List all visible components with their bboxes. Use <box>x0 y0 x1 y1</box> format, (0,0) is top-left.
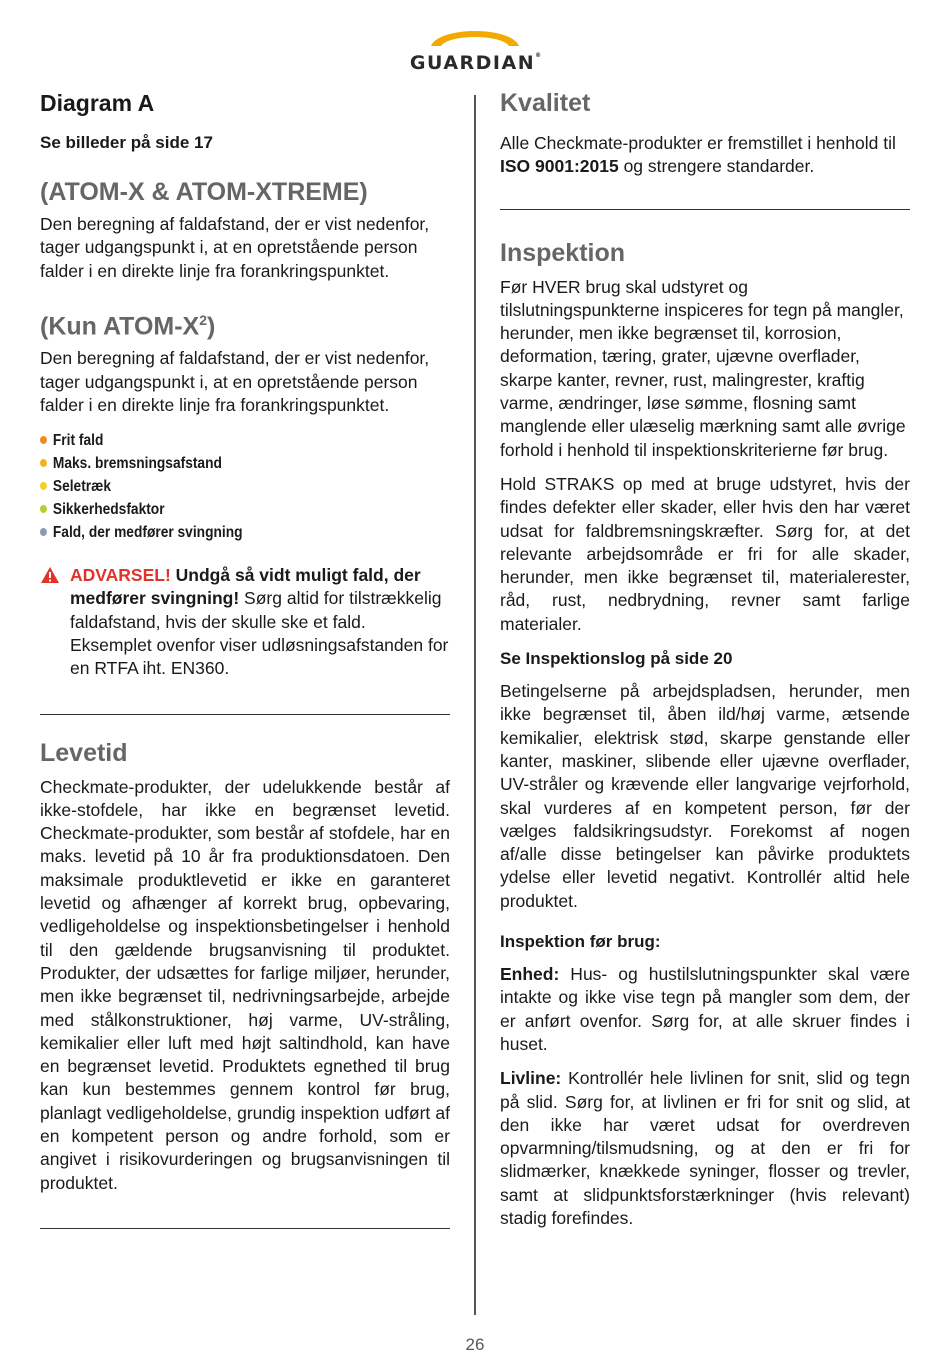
legend-dot-icon <box>40 528 47 536</box>
legend-item: Seletræk <box>40 475 393 498</box>
inspektion-text-3: Betingelserne på arbejdspladsen, herunder, men ikke begrænset til, åben ild/høj varme, ætsende kemikalier, elektrisk stød, skarpe genstande eller kanter, maskiner, slibende eller ujævne overflader, UV-stråler og krævende eller langvarige vejrforhold, skal vurderes af en kompetent person, før der vælges faldsikringsudstyr. Forekomst af nogen af/alle disse betingelser kan påvirke produktets ydelse eller levetid negativt. Kontrollér altid hele produktet. <box>500 681 910 911</box>
enhed-text: Enhed: Hus- og hustilslutningspunkter skal være intakte og ikke vise tegn på mangler som dem, der er anført ovenfor. Sørg for, at alle skruer findes i huset. <box>500 964 910 1054</box>
legend-dot-icon <box>40 505 47 513</box>
column-divider <box>474 95 476 1315</box>
legend-item: Maks. bremsningsafstand <box>40 452 393 475</box>
left-column <box>40 86 450 1229</box>
levetid-heading: Levetid <box>40 738 128 767</box>
before-use-heading: Inspektion før brug: <box>500 932 661 952</box>
warning-text: ADVARSEL! Undgå så vidt muligt fald, der medfører svingning! Sørg altid for tilstrækkelig faldafstand, hvis der skulle ske et fald. Eksemplet ovenfor viser udløsningsafstanden for en RTFA iht. EN360. <box>70 565 449 679</box>
inspektion-heading: Inspektion <box>500 238 626 267</box>
section-divider <box>500 209 910 210</box>
brand-name: GUARDIAN® <box>409 52 542 74</box>
page-number: 26 <box>465 1335 485 1354</box>
section-heading-atom-x2: (Kun ATOM-$X^2$) <box>40 311 216 341</box>
legend-item: Fald, der medfører svingning <box>40 521 393 544</box>
warning-label: ADVARSEL! <box>70 565 171 586</box>
section-text-atom-x-xtreme: Den beregning af faldafstand, der er vist nedenfor, tager udgangspunkt i, at en opretstående person falder i en direkte linje fra forankringspunktet. <box>40 214 430 281</box>
see-images-note: Se billeder på side 17 <box>40 133 213 152</box>
livline-text: Livline: Kontrollér hele livlinen for snit, slid og tegn på slid. Sørg for, at livlinen er fri for snit og slid, at den ikke har været udsat for overdreven opvarmning/tilsmudsning, og at den er fri for slidmærker, knækkede syninger, flosser og trevler, samt at slidpunktsforstærkninger (hvis relevant) stadig forefindes. <box>500 1068 910 1228</box>
inspektion-text-2: Hold STRAKS op med at bruge udstyret, hvis der findes defekter eller skader, eller hvis den har været udsat for faldbremsningskræfter. Sørg for, at det relevante arbejdsområde er fri for alle skader, herunder, men ikke begrænset til, materialerester, råd, rust, nedbrydning, revner samt farlige materialer. <box>500 473 910 634</box>
diagram-title: Diagram A <box>40 90 155 116</box>
guardian-logo <box>383 22 568 74</box>
section-heading-atom-x-xtreme: (ATOM-X & ATOM-XTREME) <box>40 178 368 206</box>
diagram-legend <box>40 429 450 544</box>
legend-dot-icon <box>40 482 47 490</box>
warning-triangle-icon <box>40 566 60 584</box>
legend-dot-icon <box>40 436 47 444</box>
right-column <box>500 86 910 1230</box>
inspektion-text-1: Før HVER brug skal udstyret og tilslutningspunkterne inspiceres for tegn på mangler, herunder, men ikke begrænset til, korrosion, deformation, tæring, grater, ujævne overflader, skarpe kanter, revner, rust, malingrester, kraftig varme, ændringer, løse sømme, flosning samt manglende eller ulæselig mærkning samt alle øvrige forhold i henhold til inspektionskriterierne før brug. <box>500 276 906 460</box>
inspektionslog-reference: Se Inspektionslog på side 20 <box>500 649 733 669</box>
levetid-text: Checkmate-produkter, der udelukkende består af ikke-stofdele, har ikke en begrænset levetid. Checkmate-produkter, som består af stofdele, har en maks. levetid på 10 år fra produktionsdatoen. Den maksimale produktlevetid er ikke en garanteret levetid og afhænger af korrekt brug, opbevaring, vedligeholdelse og inspektionsbetingelser i henhold til den gældende brugsanvisning til produktet. Produkter, der udsættes for farlige miljøer, herunder, men ikke begrænset til, nedrivningsarbejde, arbejde med stålkonstruktioner, høj varme, UV-stråling, kemikalier eller luft med højt saltindhold, kan have en begrænset levetid. Produktets egnethed til brug kan kun bestemmes gennem kontrol før brug, planlagt vedligeholdelse, grundig inspektion udført af en kompetent person og andre forhold, som er angivet i risikovurderingen og brugsanvisningen til produktet. <box>40 776 450 1193</box>
legend-dot-icon <box>40 459 47 467</box>
section-divider <box>40 714 450 715</box>
legend-item: Sikkerhedsfaktor <box>40 498 393 521</box>
logo-arc-icon <box>425 22 525 50</box>
warning-box <box>40 564 450 680</box>
section-divider <box>40 1228 450 1229</box>
kvalitet-heading: Kvalitet <box>500 89 591 117</box>
legend-item: Frit fald <box>40 429 393 452</box>
section-text-atom-x2: Den beregning af faldafstand, der er vist nedenfor, tager udgangspunkt i, at en opretstående person falder i en direkte linje fra forankringspunktet. <box>40 348 430 415</box>
kvalitet-text: Alle Checkmate-produkter er fremstillet i henhold til ISO 9001:2015 og strengere standarder. <box>500 133 896 177</box>
